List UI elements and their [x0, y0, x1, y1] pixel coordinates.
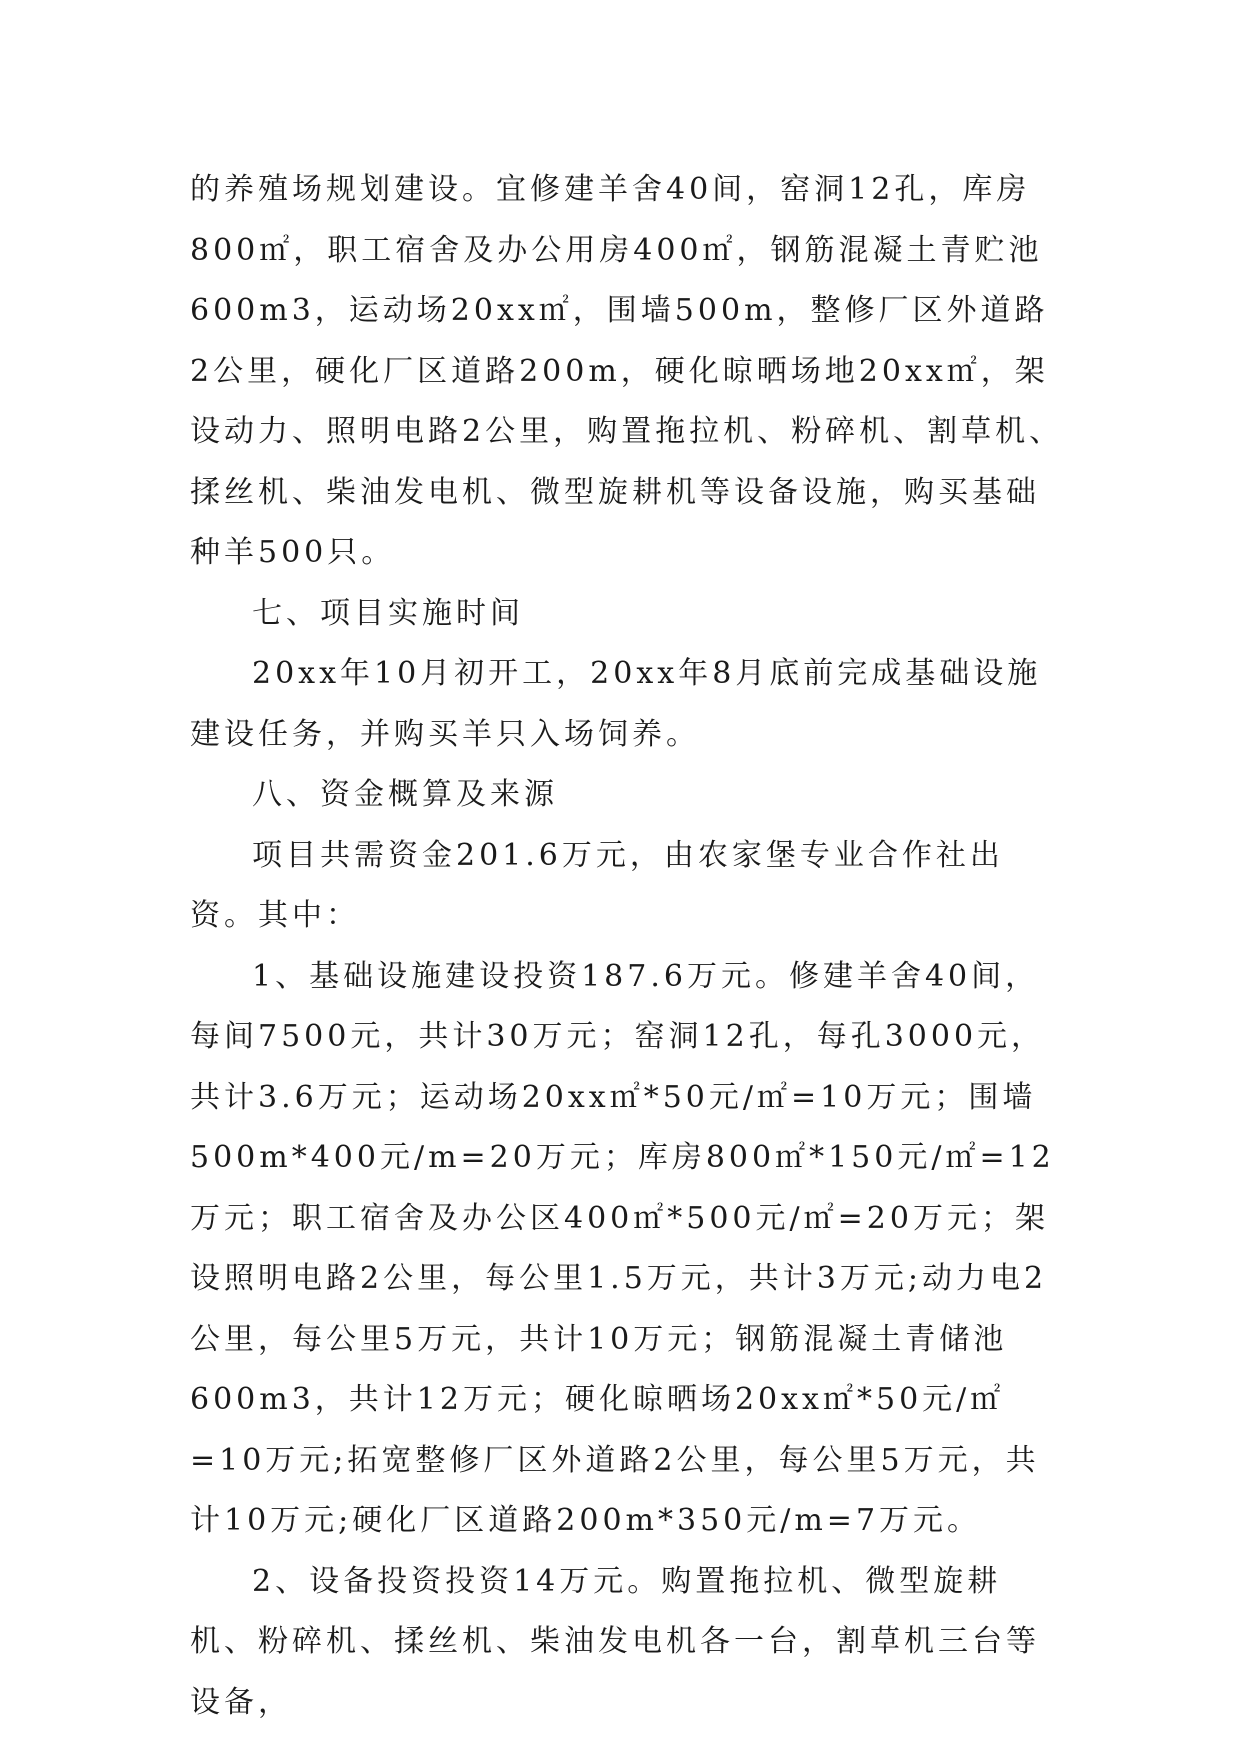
- heading-funding: 八、资金概算及来源: [252, 777, 558, 812]
- document-body: [190, 160, 1065, 1733]
- paragraph-site-construction: 的养殖场规划建设。宜修建羊舍40间，窑洞12孔，库房800㎡，职工宿舍及办公用房400㎡，钢筋混凝土青贮池600m3，运动场20xx㎡，围墙500m，整修厂区外道路2公里，硬化厂区道路200m，硬化晾晒场地20xx㎡，架设动力、照明电路2公里，购置拖拉机、粉碎机、割草机、揉丝机、柴油发电机、微型旋耕机等设备设施，购买基础种羊500只。: [190, 172, 1064, 570]
- paragraph-implementation-time: 20xx年10月初开工，20xx年8月底前完成基础设施建设任务，并购买羊只入场饲养。: [190, 656, 1042, 752]
- paragraph-equipment-investment: 2、设备投资投资14万元。购置拖拉机、微型旋耕机、粉碎机、揉丝机、柴油发电机各一台，割草机三台等设备，: [190, 1563, 1040, 1720]
- heading-implementation-time: 七、项目实施时间: [252, 595, 524, 631]
- paragraph-infrastructure-investment: 1、基础设施建设投资187.6万元。修建羊舍40间，每间7500元，共计30万元；窑洞12孔，每孔3000元，共计3.6万元；运动场20xx㎡*50元/㎡=10万元；围墙500m*400元/m=20万元；库房800㎡*150元/㎡=12万元；职工宿舍及办公区400㎡*500元/㎡=20万元；架设照明电路2公里，每公里1.5万元，共计3万元;动力电2公里，每公里5万元，共计10万元；钢筋混凝土青储池600m3，共计12万元；硬化晾晒场20xx㎡*50元/㎡=10万元;拓宽整修厂区外道路2公里，每公里5万元，共计10万元;硬化厂区道路200m*350元/m=7万元。: [190, 958, 1055, 1538]
- paragraph-funding-total: 项目共需资金201.6万元，由农家堡专业合作社出资。其中：: [190, 837, 1004, 933]
